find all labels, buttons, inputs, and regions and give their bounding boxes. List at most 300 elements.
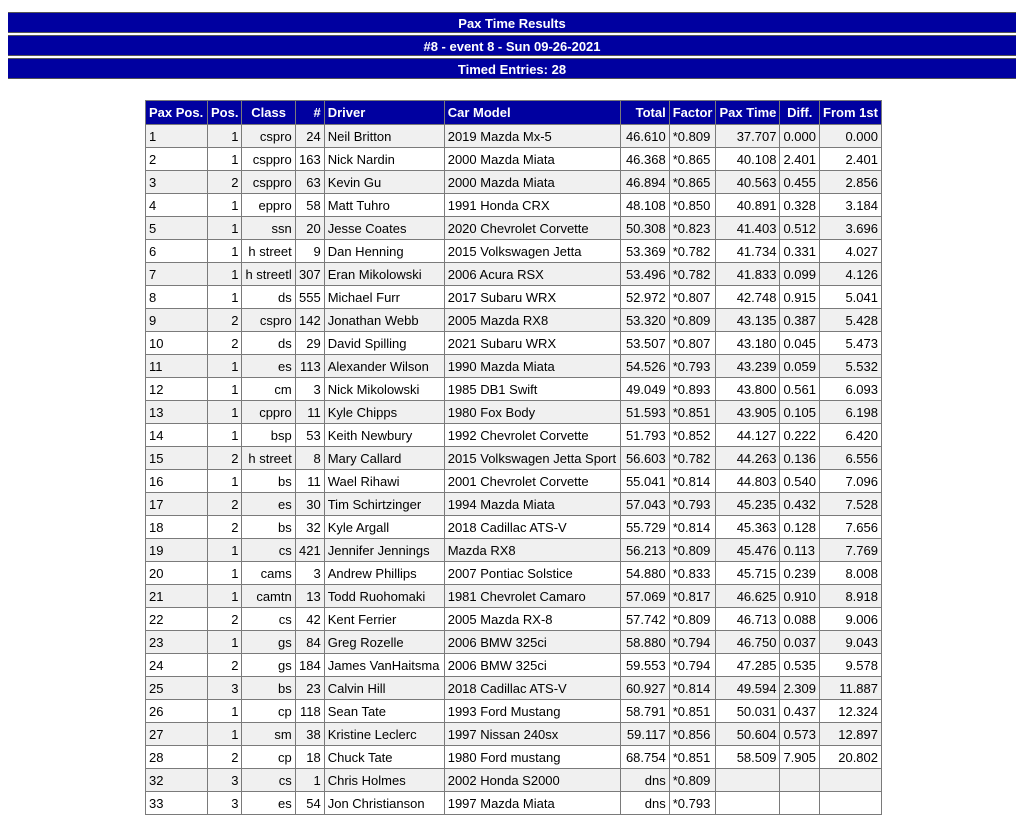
cell-pos: 2 xyxy=(208,608,242,631)
cell-class: cm xyxy=(242,378,295,401)
column-header-pax-time: Pax Time xyxy=(716,101,780,125)
cell-driver: Jonathan Webb xyxy=(324,309,444,332)
cell-from-first: 3.696 xyxy=(820,217,882,240)
cell-diff: 0.910 xyxy=(780,585,820,608)
cell-driver: James VanHaitsma xyxy=(324,654,444,677)
cell-pos: 1 xyxy=(208,355,242,378)
cell-pos: 1 xyxy=(208,470,242,493)
cell-car-model: 2015 Volkswagen Jetta Sport xyxy=(444,447,620,470)
cell-pax-pos: 20 xyxy=(146,562,208,585)
cell-diff: 0.573 xyxy=(780,723,820,746)
cell-total: 57.043 xyxy=(620,493,669,516)
cell-diff: 2.309 xyxy=(780,677,820,700)
cell-pos: 1 xyxy=(208,401,242,424)
table-row xyxy=(146,194,882,217)
cell-from-first: 6.198 xyxy=(820,401,882,424)
cell-car-number: 30 xyxy=(295,493,324,516)
cell-from-first: 5.473 xyxy=(820,332,882,355)
cell-driver: Andrew Phillips xyxy=(324,562,444,585)
cell-pos: 1 xyxy=(208,240,242,263)
cell-from-first: 20.802 xyxy=(820,746,882,769)
cell-pos: 1 xyxy=(208,631,242,654)
cell-factor: *0.793 xyxy=(669,493,716,516)
cell-car-number: 142 xyxy=(295,309,324,332)
cell-car-model: 2021 Subaru WRX xyxy=(444,332,620,355)
cell-driver: Dan Henning xyxy=(324,240,444,263)
cell-car-number: 3 xyxy=(295,378,324,401)
cell-car-model: 2005 Mazda RX-8 xyxy=(444,608,620,631)
cell-driver: Matt Tuhro xyxy=(324,194,444,217)
cell-total: 51.793 xyxy=(620,424,669,447)
cell-car-number: 84 xyxy=(295,631,324,654)
cell-from-first: 6.420 xyxy=(820,424,882,447)
cell-car-number: 23 xyxy=(295,677,324,700)
cell-pax-time: 43.800 xyxy=(716,378,780,401)
cell-car-model: 1997 Nissan 240sx xyxy=(444,723,620,746)
cell-driver: Eran Mikolowski xyxy=(324,263,444,286)
cell-pax-time: 41.734 xyxy=(716,240,780,263)
cell-pos: 1 xyxy=(208,424,242,447)
cell-from-first: 3.184 xyxy=(820,194,882,217)
cell-car-number: 9 xyxy=(295,240,324,263)
cell-pax-time: 37.707 xyxy=(716,125,780,148)
cell-car-number: 113 xyxy=(295,355,324,378)
cell-factor: *0.794 xyxy=(669,631,716,654)
cell-pax-pos: 13 xyxy=(146,401,208,424)
cell-factor: *0.851 xyxy=(669,401,716,424)
cell-class: gs xyxy=(242,654,295,677)
table-row xyxy=(146,447,882,470)
cell-driver: Neil Britton xyxy=(324,125,444,148)
cell-class: bs xyxy=(242,516,295,539)
table-row xyxy=(146,792,882,815)
cell-driver: Kyle Chipps xyxy=(324,401,444,424)
cell-from-first: 6.556 xyxy=(820,447,882,470)
cell-car-number: 118 xyxy=(295,700,324,723)
cell-pax-pos: 26 xyxy=(146,700,208,723)
cell-factor: *0.807 xyxy=(669,332,716,355)
cell-diff: 0.099 xyxy=(780,263,820,286)
cell-from-first: 5.532 xyxy=(820,355,882,378)
cell-class: csppro xyxy=(242,148,295,171)
cell-factor: *0.793 xyxy=(669,792,716,815)
cell-driver: Todd Ruohomaki xyxy=(324,585,444,608)
cell-pos: 1 xyxy=(208,263,242,286)
cell-from-first: 7.528 xyxy=(820,493,882,516)
column-header-car-number: # xyxy=(295,101,324,125)
cell-pos: 2 xyxy=(208,493,242,516)
cell-total: 68.754 xyxy=(620,746,669,769)
cell-diff: 0.222 xyxy=(780,424,820,447)
cell-car-number: 32 xyxy=(295,516,324,539)
cell-class: h streetl xyxy=(242,263,295,286)
cell-pax-pos: 8 xyxy=(146,286,208,309)
cell-pax-pos: 28 xyxy=(146,746,208,769)
cell-pos: 2 xyxy=(208,654,242,677)
cell-pax-time xyxy=(716,769,780,792)
cell-factor: *0.814 xyxy=(669,516,716,539)
cell-car-model: 1981 Chevrolet Camaro xyxy=(444,585,620,608)
cell-car-model: Mazda RX8 xyxy=(444,539,620,562)
cell-diff: 7.905 xyxy=(780,746,820,769)
cell-diff: 0.535 xyxy=(780,654,820,677)
table-row xyxy=(146,562,882,585)
cell-class: ssn xyxy=(242,217,295,240)
cell-class: cppro xyxy=(242,401,295,424)
table-row xyxy=(146,700,882,723)
cell-diff: 0.387 xyxy=(780,309,820,332)
cell-pax-time xyxy=(716,792,780,815)
cell-driver: Kevin Gu xyxy=(324,171,444,194)
cell-factor: *0.809 xyxy=(669,539,716,562)
cell-from-first: 8.918 xyxy=(820,585,882,608)
cell-driver: Michael Furr xyxy=(324,286,444,309)
cell-pax-pos: 19 xyxy=(146,539,208,562)
cell-total: 54.880 xyxy=(620,562,669,585)
cell-diff: 0.136 xyxy=(780,447,820,470)
cell-pos: 1 xyxy=(208,286,242,309)
cell-driver: Greg Rozelle xyxy=(324,631,444,654)
cell-driver: Jesse Coates xyxy=(324,217,444,240)
cell-pax-pos: 23 xyxy=(146,631,208,654)
cell-total: 53.496 xyxy=(620,263,669,286)
cell-pos: 1 xyxy=(208,562,242,585)
table-row xyxy=(146,654,882,677)
table-row xyxy=(146,631,882,654)
cell-factor: *0.809 xyxy=(669,309,716,332)
cell-class: cp xyxy=(242,700,295,723)
cell-car-model: 2000 Mazda Miata xyxy=(444,171,620,194)
cell-class: es xyxy=(242,355,295,378)
cell-pax-pos: 21 xyxy=(146,585,208,608)
cell-driver: Calvin Hill xyxy=(324,677,444,700)
cell-pax-time: 50.031 xyxy=(716,700,780,723)
cell-factor: *0.782 xyxy=(669,447,716,470)
cell-driver: Sean Tate xyxy=(324,700,444,723)
cell-pos: 1 xyxy=(208,378,242,401)
cell-car-model: 2006 BMW 325ci xyxy=(444,631,620,654)
cell-car-number: 24 xyxy=(295,125,324,148)
cell-total: 54.526 xyxy=(620,355,669,378)
event-info: #8 - event 8 - Sun 09-26-2021 xyxy=(8,35,1016,56)
cell-factor: *0.823 xyxy=(669,217,716,240)
cell-from-first: 4.027 xyxy=(820,240,882,263)
cell-from-first: 2.401 xyxy=(820,148,882,171)
cell-car-number: 11 xyxy=(295,401,324,424)
cell-factor: *0.807 xyxy=(669,286,716,309)
cell-pos: 1 xyxy=(208,585,242,608)
cell-factor: *0.865 xyxy=(669,171,716,194)
table-row xyxy=(146,355,882,378)
table-row xyxy=(146,585,882,608)
cell-car-model: 1985 DB1 Swift xyxy=(444,378,620,401)
table-row xyxy=(146,539,882,562)
cell-pax-time: 44.803 xyxy=(716,470,780,493)
cell-from-first xyxy=(820,792,882,815)
cell-pax-time: 42.748 xyxy=(716,286,780,309)
cell-from-first: 9.043 xyxy=(820,631,882,654)
cell-class: cs xyxy=(242,769,295,792)
cell-car-model: 2017 Subaru WRX xyxy=(444,286,620,309)
cell-driver: Chuck Tate xyxy=(324,746,444,769)
cell-class: es xyxy=(242,493,295,516)
cell-diff: 0.059 xyxy=(780,355,820,378)
cell-car-model: 2020 Chevrolet Corvette xyxy=(444,217,620,240)
cell-pos: 1 xyxy=(208,539,242,562)
cell-total: 52.972 xyxy=(620,286,669,309)
cell-from-first: 5.428 xyxy=(820,309,882,332)
cell-car-number: 63 xyxy=(295,171,324,194)
cell-car-number: 18 xyxy=(295,746,324,769)
table-row xyxy=(146,723,882,746)
cell-diff: 0.088 xyxy=(780,608,820,631)
table-row xyxy=(146,470,882,493)
cell-pax-time: 43.180 xyxy=(716,332,780,355)
column-header-car-model: Car Model xyxy=(444,101,620,125)
cell-class: cspro xyxy=(242,309,295,332)
page-title: Pax Time Results xyxy=(8,12,1016,33)
cell-factor: *0.809 xyxy=(669,608,716,631)
column-header-total: Total xyxy=(620,101,669,125)
cell-diff: 0.331 xyxy=(780,240,820,263)
cell-factor: *0.814 xyxy=(669,470,716,493)
cell-car-model: 1994 Mazda Miata xyxy=(444,493,620,516)
cell-pax-pos: 9 xyxy=(146,309,208,332)
cell-total: 46.610 xyxy=(620,125,669,148)
cell-car-number: 184 xyxy=(295,654,324,677)
table-row xyxy=(146,332,882,355)
cell-pos: 2 xyxy=(208,447,242,470)
table-row xyxy=(146,746,882,769)
cell-total: 57.069 xyxy=(620,585,669,608)
cell-car-model: 1980 Ford mustang xyxy=(444,746,620,769)
cell-pos: 1 xyxy=(208,700,242,723)
cell-car-model: 2002 Honda S2000 xyxy=(444,769,620,792)
cell-from-first: 5.041 xyxy=(820,286,882,309)
cell-factor: *0.793 xyxy=(669,355,716,378)
cell-pax-time: 40.108 xyxy=(716,148,780,171)
cell-factor: *0.782 xyxy=(669,240,716,263)
cell-total: 55.041 xyxy=(620,470,669,493)
cell-car-number: 8 xyxy=(295,447,324,470)
cell-pos: 2 xyxy=(208,746,242,769)
cell-car-model: 2007 Pontiac Solstice xyxy=(444,562,620,585)
cell-pos: 1 xyxy=(208,217,242,240)
column-header-diff: Diff. xyxy=(780,101,820,125)
cell-driver: Keith Newbury xyxy=(324,424,444,447)
cell-pax-time: 46.713 xyxy=(716,608,780,631)
table-body xyxy=(146,125,882,815)
column-header-driver: Driver xyxy=(324,101,444,125)
cell-pax-time: 45.476 xyxy=(716,539,780,562)
cell-factor: *0.809 xyxy=(669,769,716,792)
cell-driver: David Spilling xyxy=(324,332,444,355)
cell-pos: 3 xyxy=(208,792,242,815)
cell-car-model: 2000 Mazda Miata xyxy=(444,148,620,171)
cell-class: h street xyxy=(242,240,295,263)
cell-pos: 2 xyxy=(208,516,242,539)
cell-class: eppro xyxy=(242,194,295,217)
cell-car-number: 1 xyxy=(295,769,324,792)
cell-total: dns xyxy=(620,792,669,815)
cell-pax-time: 58.509 xyxy=(716,746,780,769)
cell-factor: *0.851 xyxy=(669,700,716,723)
cell-from-first xyxy=(820,769,882,792)
cell-class: es xyxy=(242,792,295,815)
cell-total: 49.049 xyxy=(620,378,669,401)
cell-pax-time: 43.135 xyxy=(716,309,780,332)
cell-car-model: 2006 BMW 325ci xyxy=(444,654,620,677)
cell-driver: Jennifer Jennings xyxy=(324,539,444,562)
cell-pax-pos: 14 xyxy=(146,424,208,447)
cell-car-model: 2001 Chevrolet Corvette xyxy=(444,470,620,493)
cell-car-model: 2005 Mazda RX8 xyxy=(444,309,620,332)
cell-pax-time: 45.235 xyxy=(716,493,780,516)
table-row xyxy=(146,286,882,309)
cell-factor: *0.814 xyxy=(669,677,716,700)
column-header-from-first: From 1st xyxy=(820,101,882,125)
cell-total: 59.553 xyxy=(620,654,669,677)
cell-total: 58.880 xyxy=(620,631,669,654)
cell-car-model: 1990 Mazda Miata xyxy=(444,355,620,378)
table-row xyxy=(146,608,882,631)
cell-car-model: 2019 Mazda Mx-5 xyxy=(444,125,620,148)
cell-pos: 1 xyxy=(208,194,242,217)
cell-driver: Nick Nardin xyxy=(324,148,444,171)
cell-pax-time: 46.750 xyxy=(716,631,780,654)
cell-pax-time: 45.715 xyxy=(716,562,780,585)
cell-pax-time: 41.833 xyxy=(716,263,780,286)
results-header xyxy=(8,12,1016,79)
cell-class: gs xyxy=(242,631,295,654)
cell-pos: 3 xyxy=(208,677,242,700)
cell-pax-pos: 6 xyxy=(146,240,208,263)
cell-total: 48.108 xyxy=(620,194,669,217)
cell-from-first: 6.093 xyxy=(820,378,882,401)
cell-pax-time: 50.604 xyxy=(716,723,780,746)
cell-car-model: 1991 Honda CRX xyxy=(444,194,620,217)
cell-pax-pos: 18 xyxy=(146,516,208,539)
cell-diff: 0.455 xyxy=(780,171,820,194)
cell-car-number: 54 xyxy=(295,792,324,815)
cell-diff: 0.105 xyxy=(780,401,820,424)
cell-factor: *0.817 xyxy=(669,585,716,608)
cell-total: 58.791 xyxy=(620,700,669,723)
cell-pax-pos: 22 xyxy=(146,608,208,631)
cell-total: 50.308 xyxy=(620,217,669,240)
cell-pax-pos: 10 xyxy=(146,332,208,355)
cell-pax-pos: 25 xyxy=(146,677,208,700)
table-row xyxy=(146,516,882,539)
cell-from-first: 4.126 xyxy=(820,263,882,286)
cell-diff: 0.037 xyxy=(780,631,820,654)
cell-pax-pos: 15 xyxy=(146,447,208,470)
cell-pax-pos: 33 xyxy=(146,792,208,815)
cell-driver: Chris Holmes xyxy=(324,769,444,792)
table-row xyxy=(146,309,882,332)
table-row xyxy=(146,148,882,171)
cell-diff: 0.432 xyxy=(780,493,820,516)
cell-pax-time: 41.403 xyxy=(716,217,780,240)
cell-factor: *0.852 xyxy=(669,424,716,447)
table-row xyxy=(146,171,882,194)
column-header-class: Class xyxy=(242,101,295,125)
cell-class: cams xyxy=(242,562,295,585)
cell-total: 57.742 xyxy=(620,608,669,631)
cell-factor: *0.893 xyxy=(669,378,716,401)
cell-from-first: 0.000 xyxy=(820,125,882,148)
cell-from-first: 8.008 xyxy=(820,562,882,585)
cell-car-model: 2006 Acura RSX xyxy=(444,263,620,286)
cell-pax-time: 40.891 xyxy=(716,194,780,217)
cell-car-model: 2018 Cadillac ATS-V xyxy=(444,516,620,539)
cell-diff: 0.000 xyxy=(780,125,820,148)
cell-total: 56.603 xyxy=(620,447,669,470)
cell-class: cp xyxy=(242,746,295,769)
table-row xyxy=(146,493,882,516)
cell-diff: 0.561 xyxy=(780,378,820,401)
cell-from-first: 7.096 xyxy=(820,470,882,493)
table-row xyxy=(146,240,882,263)
cell-diff: 0.045 xyxy=(780,332,820,355)
table-row xyxy=(146,424,882,447)
column-header-pos: Pos. xyxy=(208,101,242,125)
cell-car-number: 53 xyxy=(295,424,324,447)
column-header-pax-pos: Pax Pos. xyxy=(146,101,208,125)
cell-total: 53.320 xyxy=(620,309,669,332)
cell-total: 51.593 xyxy=(620,401,669,424)
column-header-factor: Factor xyxy=(669,101,716,125)
cell-diff: 0.915 xyxy=(780,286,820,309)
cell-total: 59.117 xyxy=(620,723,669,746)
cell-class: bs xyxy=(242,677,295,700)
cell-total: 55.729 xyxy=(620,516,669,539)
table-row xyxy=(146,401,882,424)
cell-class: h street xyxy=(242,447,295,470)
cell-factor: *0.856 xyxy=(669,723,716,746)
cell-pax-time: 44.127 xyxy=(716,424,780,447)
cell-diff: 0.239 xyxy=(780,562,820,585)
cell-pos: 2 xyxy=(208,171,242,194)
cell-diff: 0.113 xyxy=(780,539,820,562)
cell-driver: Kristine Leclerc xyxy=(324,723,444,746)
table-row xyxy=(146,125,882,148)
cell-factor: *0.851 xyxy=(669,746,716,769)
cell-class: ds xyxy=(242,286,295,309)
cell-driver: Kent Ferrier xyxy=(324,608,444,631)
cell-diff: 0.328 xyxy=(780,194,820,217)
cell-pax-pos: 7 xyxy=(146,263,208,286)
cell-pos: 2 xyxy=(208,309,242,332)
cell-pos: 2 xyxy=(208,332,242,355)
cell-class: bs xyxy=(242,470,295,493)
pax-results-table xyxy=(145,100,882,815)
cell-car-model: 1993 Ford Mustang xyxy=(444,700,620,723)
cell-factor: *0.782 xyxy=(669,263,716,286)
cell-pax-pos: 12 xyxy=(146,378,208,401)
cell-car-number: 11 xyxy=(295,470,324,493)
cell-factor: *0.833 xyxy=(669,562,716,585)
table-row xyxy=(146,217,882,240)
cell-pax-time: 46.625 xyxy=(716,585,780,608)
cell-car-model: 1997 Mazda Miata xyxy=(444,792,620,815)
cell-pax-pos: 16 xyxy=(146,470,208,493)
cell-class: cspro xyxy=(242,125,295,148)
cell-total: 46.894 xyxy=(620,171,669,194)
cell-from-first: 9.006 xyxy=(820,608,882,631)
cell-driver: Wael Rihawi xyxy=(324,470,444,493)
cell-car-number: 555 xyxy=(295,286,324,309)
